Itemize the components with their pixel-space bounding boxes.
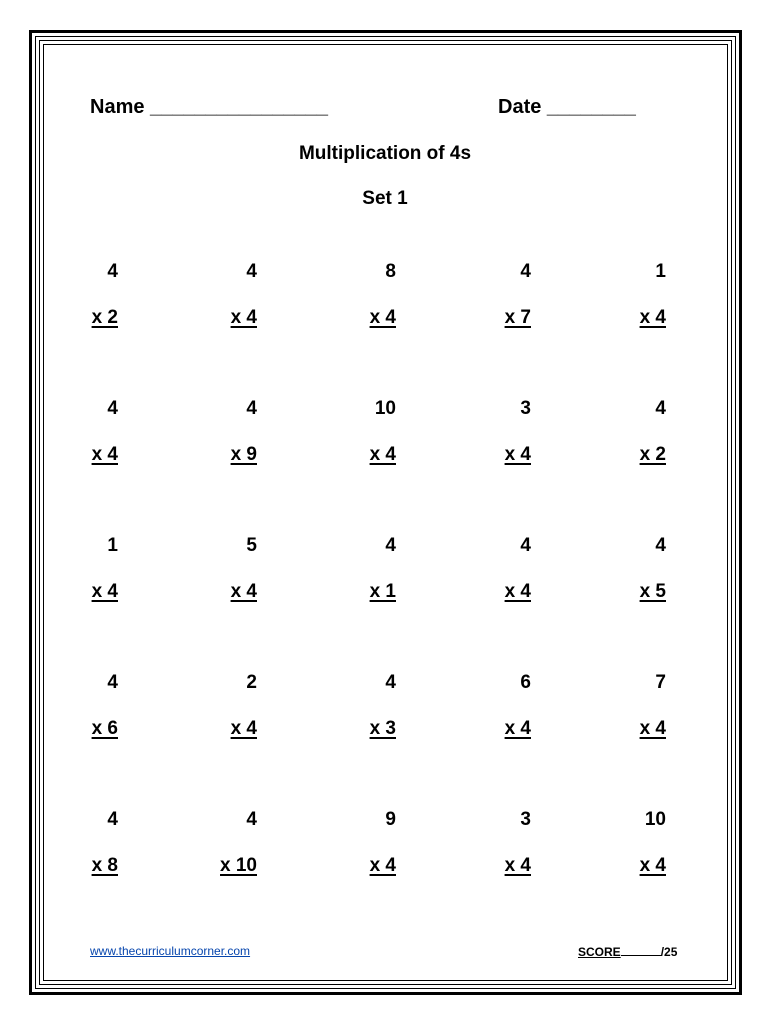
- multiplier: x 6: [91, 718, 118, 739]
- problem-4: [421, 261, 531, 331]
- multiplier: x 4: [504, 444, 531, 465]
- problem-2: [147, 261, 257, 331]
- multiplier: x 4: [230, 718, 257, 739]
- multiplier: x 1: [369, 581, 396, 602]
- problem-17: [147, 672, 257, 742]
- multiplicand: 10: [644, 809, 666, 830]
- multiplier: x 4: [639, 718, 666, 739]
- problem-14: [421, 535, 531, 605]
- problem-23: [286, 809, 396, 879]
- multiplier: x 10: [220, 855, 257, 876]
- multiplicand: 2: [246, 672, 257, 693]
- multiplier: x 4: [91, 444, 118, 465]
- problem-10: [556, 398, 666, 468]
- worksheet-title: Multiplication of 4s: [298, 143, 472, 164]
- multiplier: x 4: [504, 718, 531, 739]
- multiplicand: 4: [246, 809, 257, 830]
- multiplicand: 9: [385, 809, 396, 830]
- problem-20: [556, 672, 666, 742]
- name-field-label: Name ________________: [90, 96, 328, 118]
- multiplier: x 4: [230, 307, 257, 328]
- multiplier: x 4: [230, 581, 257, 602]
- problem-18: [286, 672, 396, 742]
- problem-1: [8, 261, 118, 331]
- multiplicand: 4: [107, 672, 118, 693]
- multiplier: x 2: [91, 307, 118, 328]
- multiplicand: 4: [107, 261, 118, 282]
- score-total: /25: [660, 945, 678, 959]
- website-link[interactable]: www.thecurriculumcorner.com: [90, 944, 251, 958]
- problem-3: [286, 261, 396, 331]
- multiplier: x 7: [504, 307, 531, 328]
- problem-16: [8, 672, 118, 742]
- score-blank: [621, 944, 661, 956]
- problem-24: [421, 809, 531, 879]
- multiplicand: 4: [385, 672, 396, 693]
- multiplier: x 4: [91, 581, 118, 602]
- problem-9: [421, 398, 531, 468]
- problem-11: [8, 535, 118, 605]
- multiplicand: 4: [246, 261, 257, 282]
- multiplier: x 8: [91, 855, 118, 876]
- multiplier: x 4: [369, 855, 396, 876]
- multiplicand: 4: [385, 535, 396, 556]
- multiplicand: 4: [520, 535, 531, 556]
- problem-19: [421, 672, 531, 742]
- score-label: SCORE: [578, 945, 621, 959]
- multiplicand: 7: [655, 672, 666, 693]
- multiplicand: 4: [655, 398, 666, 419]
- multiplicand: 4: [655, 535, 666, 556]
- problem-21: [8, 809, 118, 879]
- multiplicand: 4: [246, 398, 257, 419]
- multiplicand: 4: [107, 398, 118, 419]
- multiplicand: 8: [385, 261, 396, 282]
- problem-15: [556, 535, 666, 605]
- multiplicand: 3: [520, 398, 531, 419]
- multiplicand: 1: [107, 535, 118, 556]
- multiplicand: 1: [655, 261, 666, 282]
- multiplier: x 2: [639, 444, 666, 465]
- multiplicand: 6: [520, 672, 531, 693]
- problem-8: [286, 398, 396, 468]
- multiplier: x 4: [504, 855, 531, 876]
- multiplier: x 4: [369, 307, 396, 328]
- multiplicand: 5: [246, 535, 257, 556]
- multiplicand: 10: [374, 398, 396, 419]
- multiplicand: 4: [107, 809, 118, 830]
- date-field-label: Date ________: [498, 96, 636, 118]
- problem-25: [556, 809, 666, 879]
- problem-5: [556, 261, 666, 331]
- set-number: Set 1: [362, 188, 408, 209]
- multiplicand: 4: [520, 261, 531, 282]
- multiplier: x 9: [230, 444, 257, 465]
- multiplicand: 3: [520, 809, 531, 830]
- multiplier: x 3: [369, 718, 396, 739]
- multiplier: x 4: [639, 307, 666, 328]
- score-box: [578, 944, 677, 959]
- multiplier: x 5: [639, 581, 666, 602]
- problem-22: [147, 809, 257, 879]
- problem-7: [147, 398, 257, 468]
- multiplier: x 4: [504, 581, 531, 602]
- problem-6: [8, 398, 118, 468]
- problem-12: [147, 535, 257, 605]
- multiplier: x 4: [639, 855, 666, 876]
- multiplier: x 4: [369, 444, 396, 465]
- problem-13: [286, 535, 396, 605]
